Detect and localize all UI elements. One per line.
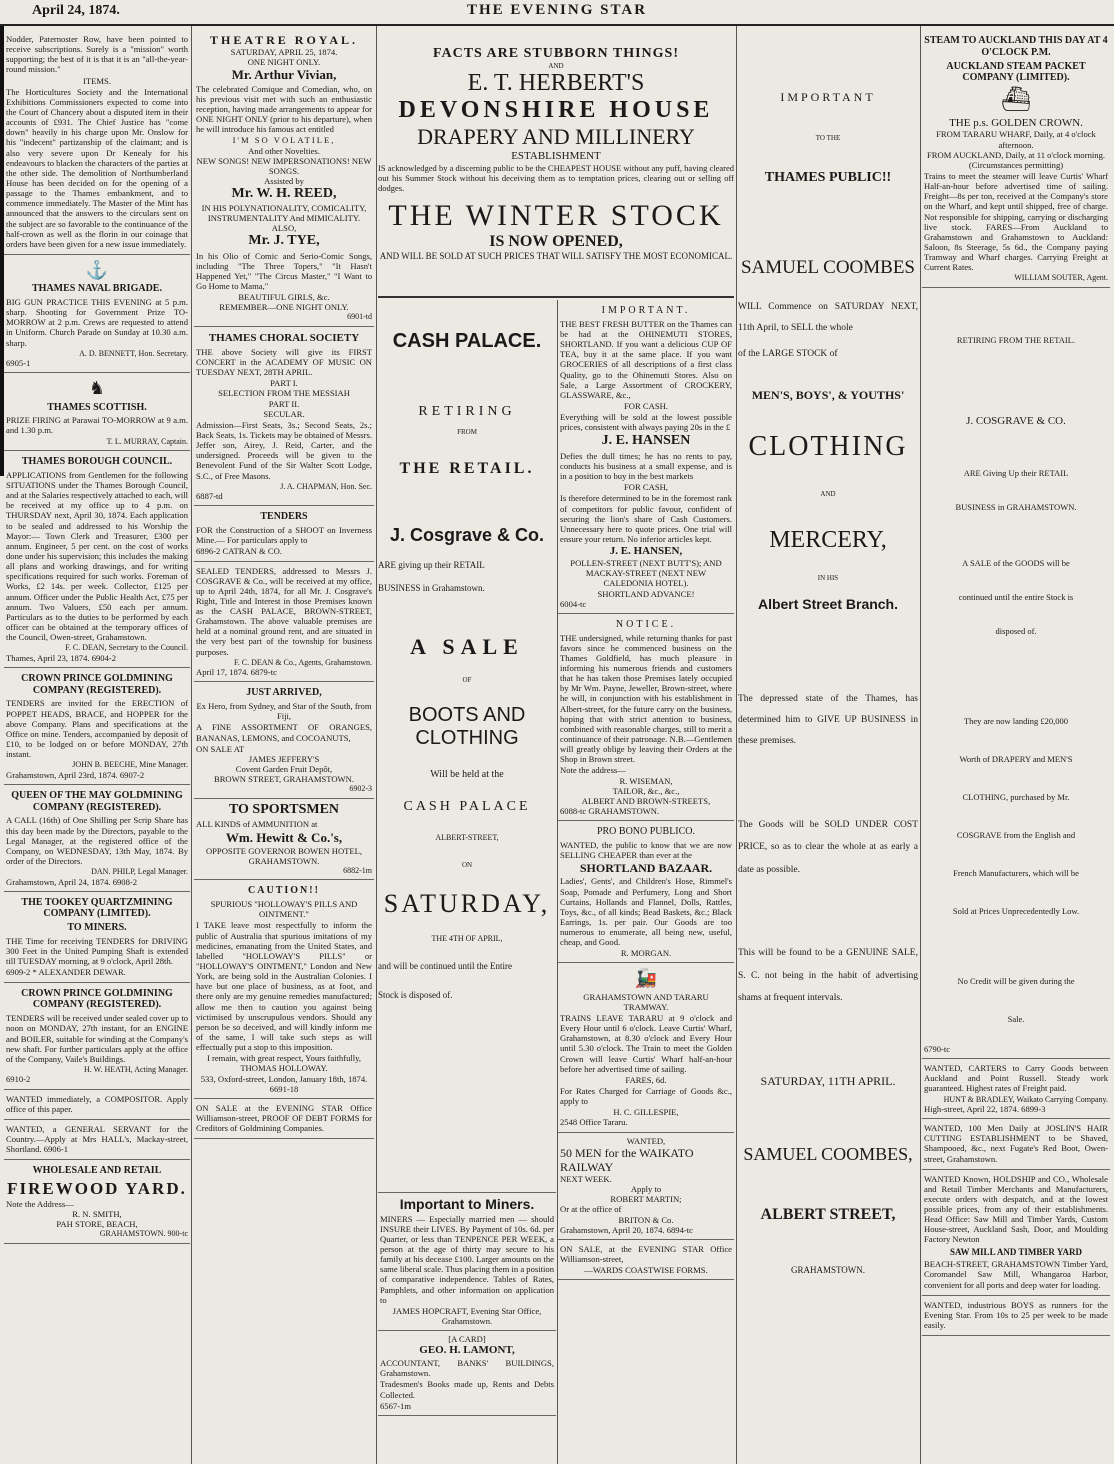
ad-carters: WANTED, CARTERS to Carry Goods between Auckland and Point Russell. Steady work guaranteed. Highest rates of Freight paid. HUNT & BRADLEY, Waikato Carrying Company. High-street, April 22, 1874. 6899-3 xyxy=(922,1059,1110,1119)
steamship-icon: ⛴ xyxy=(1000,87,1032,114)
ad-crown-prince-1: CROWN PRINCE GOLDMINING COMPANY (REGISTERED). TENDERS are invited for the ERECTION of POPPET HEADS, BRACE, and HOPPER for the above Company. Plans and specifications at the Office on mine. Tenders, accompanied by deposit of £10, to be lodged on or before MONDAY, 27th instant. JOHN B. BEECHE, Mine Manager. Grahamstown, April 23rd, 1874. 6907-2 xyxy=(4,668,190,785)
ad-cash-palace: CASH PALACE. RETIRING FROM THE RETAIL. J. Cosgrave & Co. ARE giving up their RETAIL BUSINESS in Grahamstown. A SALE OF BOOTS AND CLOTHING Will be held at the CASH PALACE ALBERT-STREET, ON SATURDAY, THE 4TH OF APRIL, and will be continued until the Entire Stock is disposed of. xyxy=(378,330,551,1000)
column-rule xyxy=(191,26,192,1464)
ad-queen-of-may: QUEEN OF THE MAY GOLDMINING COMPANY (REGISTERED). A CALL (16th) of One Shilling per Scrip Share has this day been made by the Directors, payable to the Legal Manager, at the registered office of the Company, on WEDNESDAY, 13th May, 1874. By order of the Directors. DAN. PHILP, Legal Manager. Grahamstown, April 24, 1874. 6908-2 xyxy=(4,785,190,892)
ad-servant: WANTED, a GENERAL SERVANT for the Country.—Apply at Mrs HALL's, Mackay-street, Shortland. 6906-1 xyxy=(4,1120,190,1160)
masthead xyxy=(0,0,1114,26)
ad-proof-of-debt: ON SALE at the EVENING STAR Office Williamson-street, PROOF OF DEBT FORMS for Creditors of Goldmining Companies. xyxy=(194,1099,374,1139)
ad-coastwise-forms: ON SALE, at the EVENING STAR Office Williamson-street, —WARDS COASTWISE FORMS. xyxy=(558,1240,734,1280)
ad-theatre-royal: THEATRE ROYAL. SATURDAY, APRIL 25, 1874. ONE NIGHT ONLY. Mr. Arthur Vivian, The celebrated Comique and Comedian, who, on his previous visit met with such an enthusiastic reception, having made arrangements to appear for ONE NIGHT ONLY (prior to his departure), when he will introduce his famous act entitled I'M SO VOLATILE, And other Novelties. NEW SONGS! NEW IMPERSONATIONS! NEW SONGS. Assisted by Mr. W. H. REED, IN HIS POLYNATIONALITY, COMICALITY, INSTRUMENTALITY And MIMICALITY. ALSO, Mr. J. TYE, In his Olio of Comic and Serio-Comic Songs, including "The Three Topers," "It Hasn't Happened Yet," "The Circus Master," "I Want to Go Home to Mama," BEAUTIFUL GIRLS, &c. REMEMBER—ONE NIGHT ONLY. 6901-td xyxy=(194,30,374,327)
ad-ohinemuti: IMPORTANT. THE BEST FRESH BUTTER on the Thames can be had at the OHINEMUTI STORES, SHORTLAND. If you want a delicious CUP OF TEA, buy it at the same place. If you want GROCERIES of all descriptions of a first class Quality, go to the Ohinemuti Stores. Also on Sale, a Large Assortment of CROCKERY, GLASSWARE, &c., FOR CASH. Everything will be sold at the lowest possible prices, consistent with always paying 20s in the £ J. E. HANSEN Defies the dull times; he has no rents to pay, conducts his business at a small expense, and is in a position to buy in the best markets FOR CASH, Is therefore determined to be in the foremost rank of competitors for public favour, confident of securing the lion's share of Cash Customers. Unnecessary here to quote prices. One trial will ensure your return. No inferior articles kept. J. E. HANSEN, POLLEN-STREET (NEXT BUTT'S); AND MACKAY-STREET (NEXT NEW CALEDONIA HOTEL). SHORTLAND ADVANCE! 6004-tc xyxy=(558,300,734,614)
ad-miners-insurance: Important to Miners. MINERS — Especially married men — should INSURE their LIVES. By Payment of 10s. 6d. per Quarter, or less than TENPENCE PER WEEK, a person at the age of thirty may secure to his family at his decease £100. Larger amounts on the same liberal scale. Thus placing them in a position of comparative independence. Tables of Rates, Pamphlets, and other information on application to JAMES HOPCRAFT, Evening Star Office, Grahamstown. xyxy=(378,1192,556,1331)
column-3 xyxy=(378,310,556,1460)
ad-tramway: 🚂 GRAHAMSTOWN AND TARARU TRAMWAY. TRAINS LEAVE TARARU at 9 o'clock and Every Hour until 6 o'clock. Leave Curtis' Wharf, Grahamstown, at 8.30 o'clock and Every Hour until 5.30 o'clock. The Train to meet the Golden Crown will leave Curtis' Wharf half-an-hour before her advertised time of sailing. FARES, 6d. For Rates Charged for Carriage of Goods &c., apply to H. C. GILLESPIE, 2548 Office Tararu. xyxy=(558,963,734,1132)
ad-sportsmen: TO SPORTSMEN ALL KINDS of AMMUNITION at Wm. Hewitt & Co.'s, OPPOSITE GOVERNOR BOWEN HOTEL, GRAHAMSTOWN. 6882-1m xyxy=(194,799,374,881)
crest-icon: ♞ xyxy=(88,378,106,399)
issue-date: April 24, 1874. xyxy=(32,3,120,18)
ad-just-arrived: JUST ARRIVED, Ex Hero, from Sydney, and Star of the South, from Fiji, A FINE ASSORTMENT OF ORANGES, BANANAS, LEMONS, and COCOANUTS, ON SALE AT JAMES JEFFERY'S Covent Garden Fruit Depôt, BROWN STREET, GRAHAMSTOWN. 6902-3 xyxy=(194,682,374,798)
ad-lamont: [A CARD] GEO. H. LAMONT, ACCOUNTANT, BANKS' BUILDINGS, Grahamstown. Tradesmen's Books made up, Rents and Debts Collected. 6567-1m xyxy=(378,1331,556,1416)
ad-caution: CAUTION!! SPURIOUS "HOLLOWAY'S PILLS AND OINTMENT." I TAKE leave most respectfully to inform the public of Australia that spurious imitations of my medicines, emanating from the United States, and labelled "HOLLOWAY'S PILLS" or "HOLLOWAY'S OINTMENT," London and New York, are being sold in the Australian Colonies. I have but one place of business, as at foot, and there only are my genuine remedies manufactured; allow me then to caution you against being victimised by unscrupulous vendors. Should any person be so deceived, and will kindly inform me of the same, I will take such steps as will effectually put a stop to this imposition. I remain, with great respect, Yours faithfully, THOMAS HOLLOWAY. 533, Oxford-street, London, January 18th, 1874. 6691-18 xyxy=(194,880,374,1098)
column-4 xyxy=(558,300,734,1460)
ad-runner-boys: WANTED, industrious BOYS as runners for the Evening Star. From 10s to 25 per week to be made easily. xyxy=(922,1296,1110,1336)
ad-borough-council: THAMES BOROUGH COUNCIL. APPLICATIONS from Gentlemen for the following SITUATIONS under the Thames Borough Council, and at the Salaries respectively attached to each, will be received at my office up to 4 p.m. on THURSDAY next, April 30, 1874. Each application to be sealed and addressed to his Worship the Mayor:— Town Clerk and Treasurer, £300 per annum. Engineer, 5 per cent. on the cost of works done under his supervision; this includes the making all plans and working drawings, and for writing specifications required for such works. Foreman of Works, £2 14s. per week. Collector, £125 per annum. Officer under the Public Health Act, £75 per annum. Two Valuers, £50 each per annum. Particulars as to the duties to be performed by each officer can be obtained at the temporary offices of the Council, Owen-street, Grahamstown. F. C. DEAN, Secretary to the Council. Thames, April 23, 1874. 6904-2 xyxy=(4,451,190,668)
anchor-icon: ⚓ xyxy=(85,259,109,280)
ad-steam-packet: STEAM TO AUCKLAND THIS DAY AT 4 O'CLOCK P.M. AUCKLAND STEAM PACKET COMPANY (LIMITED). ⛴ THE p.s. GOLDEN CROWN. FROM TARARU WHARF, Daily, at 4 o'clock afternoon. FROM AUCKLAND, Daily, at 11 o'clock morning. (Circumstances permitting) Trains to meet the steamer will leave Curtis' Wharf Half-an-hour before advertised time of sailing. Freight—8s per ton, received at the Company's store on the Wharf, and kept until shipped, free of charge. Not responsible for shipping, carrying or discharging live stock. FARES—From Auckland to Grahamstown and Grahamstown to Auckland: Saloon, 8s Steerage, 5s 6d., the Company paying Tramway and Wharf charges. Carrying Freight at Current Rates. WILLIAM SOUTER, Agent. xyxy=(922,30,1110,288)
items-heading: ITEMS. xyxy=(83,75,111,86)
ad-thames-scottish: ♞ THAMES SCOTTISH. PRIZE FIRING at Parawai TO-MORROW at 9 a.m. and 1.30 p.m. T. L. MURRAY, Captain. xyxy=(4,373,190,451)
ad-compositor: WANTED immediately, a COMPOSITOR. Apply office of this paper. xyxy=(4,1090,190,1120)
column-rule xyxy=(376,26,377,1464)
ad-tenders-shoot: TENDERS FOR the Construction of a SHOOT on Inverness Mine.— For particulars apply to 6896-2 CATRAN & CO. xyxy=(194,506,374,561)
ad-devonshire-house: FACTS ARE STUBBORN THINGS! AND E. T. HERBERT'S DEVONSHIRE HOUSE DRAPERY AND MILLINERY ESTABLISHMENT IS acknowledged by a discerning public to be the CHEAPEST HOUSE without any puff, having cleared out his Summer Stock without his deceiving them as to temptation prices, clearing out or selling off dodges. THE WINTER STOCK IS NOW OPENED, AND WILL BE SOLD AT SUCH PRICES THAT WILL SATISFY THE MOST ECONOMICAL. xyxy=(378,46,734,261)
train-icon: 🚂 xyxy=(634,968,658,989)
column-rule xyxy=(920,26,921,1464)
ad-notice-wiseman: NOTICE. THE undersigned, while returning thanks for past favors since he commenced business on the Thames Goldfield, has much pleasure in informing his numerous friends and customers that he has taken those Premises lately occupied by Mr Wm. Payne, Jeweller, Brown-street, where he will, in conjunction with his establishment in Albert-street, for the future carry on the business, hoping that with strict attention to business, combined with reasonable charges, still to merit a continuance of their patronage. N.B.—Gentlemen will greatly oblige by leaving their Orders at the Shop in Brown street. Note the address— R. WISEMAN, TAILOR, &c., &c., ALBERT AND BROWN-STREETS, 6088-tc GRAHAMSTOWN. xyxy=(558,614,734,821)
ad-joslin: WANTED, 100 Men Daily at JOSLIN'S HAIR CUTTING ESTABLISHMENT to be Shaved, Shampooed, &c., next Fugate's Red Boot, Owen-street, Grahamstown. xyxy=(922,1119,1110,1170)
ad-waikato-railway: WANTED, 50 MEN for the WAIKATO RAILWAY NEXT WEEK. Apply to ROBERT MARTIN; Or at the office of BRITON & Co. Grahamstown, April 20, 1874. 6894-tc xyxy=(558,1133,734,1240)
ad-cosgrave-retiring: RETIRING FROM THE RETAIL. J. COSGRAVE & CO. ARE Giving Up their RETAIL BUSINESS in GRAHAMSTOWN. A SALE of the GOODS will be continued until the entire Stock is disposed of. They are now landing £20,000 Worth of DRAPERY and MEN'S CLOTHING, purchased by Mr. COSGRAVE from the English and French Manufacturers, which will be Sold at Prices Unprecedentedly Low. No Credit will be given during the Sale. 6790-tc xyxy=(922,288,1110,1059)
column-2 xyxy=(194,30,374,1460)
ad-firewood: WHOLESALE AND RETAIL FIREWOOD YARD. Note the Address— R. N. SMITH, PAH STORE, BEACH, GRAHAMSTOWN. 900-tc xyxy=(4,1160,190,1244)
ad-shortland-bazaar: PRO BONO PUBLICO. WANTED, the public to know that we are now SELLING CHEAPER than ever at the SHORTLAND BAZAAR. Ladies', Gents', and Children's Hose, Rimmel's Soap, Pomade and Perfumery, Long and Short Curtains, Hollands and Flannel, Dolls, Rattles, Toys, &c., of all kinds; Bead Baskets, &c.; Black Earrings, 1s. per pair. Our Goods are too numerous to enumerate, all being new, useful, cheap, and Good. R. MORGAN. xyxy=(558,821,734,963)
ad-crown-prince-2: CROWN PRINCE GOLDMINING COMPANY (REGISTERED). TENDERS will be received under sealed cover up to noon on MONDAY, 27th instant, for an ENGINE and BOILER, suitable for winding at the Company's new shaft. For further particulars apply at the office of the Company, Vaile's Buildings. H. W. HEATH, Acting Manager. 6910-2 xyxy=(4,983,190,1090)
article-intro: Nodder, Paternoster Row, have been pointed to receive subscriptions. Surely is a "mission" worth supporting; the best of it is that it is an "all-the-year-round mission." ITEMS. The Horticultures Society and the International Exhibitions Commissioners expected to come into the Court of Chancery about a disputed item in their accounts of £931. The Chief Justice has "come down" heavily in his charge upon Mr. Onslow for his "indecent" partizanship of the claimant; and is also very severe upon Dr Kenealy for his endeavours to blacken the characters of the parties at the other side. The demolition of Northumberland House has been decided on for the opening of a passage to the Thames embankment, and to commence immediately. The Master of the Mint has announced that the answers to the circulars sent on the subject are so favorable to the continuance of the half-crown as well as the florin in our coinage that orders have been given for a new issue immediately. xyxy=(4,30,190,255)
paper-title: THE EVENING STAR xyxy=(466,2,648,18)
ad-tookey: THE TOOKEY QUARTZMINING COMPANY (LIMITED). TO MINERS. THE Time for receiving TENDERS for DRIVING 300 Feet in the United Pumping Shaft is extended till TUESDAY morning, at 9 o'clock, April 28th. 6909-2 * ALEXANDER DEWAR. xyxy=(4,892,190,983)
column-6 xyxy=(922,30,1110,1460)
ad-naval-brigade: ⚓ THAMES NAVAL BRIGADE. BIG GUN PRACTICE THIS EVENING at 5 p.m. sharp. Shooting for Government Prize TO-MORROW at 2 p.m. Crews are requested to attend in Uniform. Church Parade on Sunday at 10.30 a.m. sharp. A. D. BENNETT, Hon. Secretary. 6905-1 xyxy=(4,255,190,373)
ad-sealed-tenders: SEALED TENDERS, addressed to Messrs J. COSGRAVE & Co., will be received at my office, up to April 24th, 1874, for all Mr. J. Cosgrave's Right, Title and Interest in those Premises known as the CASH PALACE, BROWN-STREET, Grahamstown. The above valuable premises are held at a nominal ground rent, and are situated in the very best part of the township for business purposes. F. C. DEAN & Co., Agents, Grahamstown. April 17, 1874. 6879-tc xyxy=(194,562,374,683)
column-rule xyxy=(736,26,737,1464)
divider xyxy=(378,296,734,298)
column-5 xyxy=(738,30,918,1460)
ad-holdship: WANTED Known, HOLDSHIP and CO., Wholesale and Retail Timber Merchants and Manufacturers, execute orders with despatch, and at the lowest possible prices, from any of their establishments. Head Office: Saw Mill and Timber Yards, Custom House-street, Auckland Sash, Door, and Moulding Factory Newton SAW MILL AND TIMBER YARD BEACH-STREET, GRAHAMSTOWN Timber Yard, Coromandel Saw Mill, Whangaroa Harbor, convenient for all ports and deep water for loading. xyxy=(922,1170,1110,1296)
ad-choral-society: THAMES CHORAL SOCIETY THE above Society will give its FIRST CONCERT in the ACADEMY OF MUSIC ON TUESDAY NEXT, 28TH APRIL. PART I. SELECTION FROM THE MESSIAH PART II. SECULAR. Admission—First Seats, 3s.; Second Seats, 2s.; Back Seats, 1s. Tickets may be obtained of Messrs. Jeffer son, Airey, J. Reid, Carter, and the undersigned. Proceeds will be given to the Benevolent Fund of the Sir Walter Scott Lodge, S.C., of Free Masons. J. A. CHAPMAN, Hon. Sec. 6887-td xyxy=(194,327,374,506)
ad-samuel-coombes: IMPORTANT TO THE THAMES PUBLIC!! SAMUEL COOMBES WILL Commence on SATURDAY NEXT, 11th April, to SELL the whole of the LARGE STOCK of MEN'S, BOYS', & YOUTHS' CLOTHING AND MERCERY, IN HIS Albert Street Branch. The depressed state of the Thames, has determined him to GIVE UP BUSINESS in these premises. The Goods will be SOLD UNDER COST PRICE, so as to clear the whole at as early a date as possible. This will be found to be a GENUINE SALE, S. C. not being in the habit of advertising shams at frequent intervals. SATURDAY, 11TH APRIL. SAMUEL COOMBES, ALBERT STREET, GRAHAMSTOWN. xyxy=(738,90,918,1275)
column-1 xyxy=(4,30,190,1460)
